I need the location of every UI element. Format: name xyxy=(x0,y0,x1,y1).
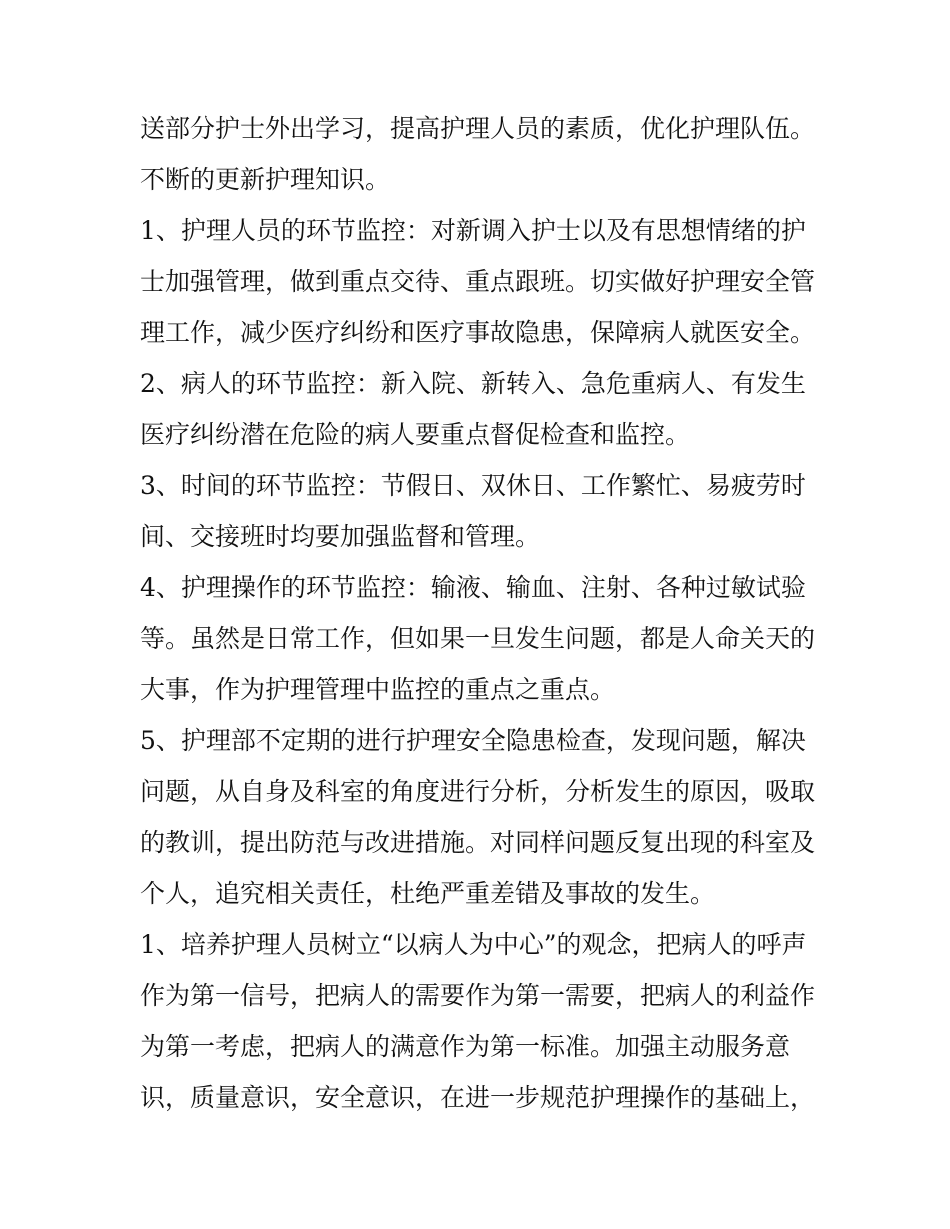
text-line: 理工作，减少医疗纠纷和医疗事故隐患，保障病人就医安全。 xyxy=(140,318,816,347)
text-line: 不断的更新护理知识。 xyxy=(140,165,391,194)
text-line: 的教训，提出防范与改进措施。对同样问题反复出现的科室及 xyxy=(140,828,816,857)
text-line: 送部分护士外出学习，提高护理人员的素质，优化护理队伍。 xyxy=(140,114,816,143)
text-line: 等。虽然是日常工作，但如果一旦发生问题，都是人命关天的 xyxy=(140,624,816,653)
text-line: 识，质量意识，安全意识，在进一步规范护理操作的基础上， xyxy=(140,1083,816,1112)
text-line: 个人，追究相关责任，杜绝严重差错及事故的发生。 xyxy=(140,879,716,908)
text-line: 2、病人的环节监控：新入院、新转入、急危重病人、有发生 xyxy=(140,369,806,398)
text-line: 1、培养护理人员树立“以病人为中心”的观念，把病人的呼声 xyxy=(140,930,807,959)
text-line: 医疗纠纷潜在危险的病人要重点督促检查和监控。 xyxy=(140,420,691,449)
text-line: 大事，作为护理管理中监控的重点之重点。 xyxy=(140,675,616,704)
text-line: 士加强管理，做到重点交待、重点跟班。切实做好护理安全管 xyxy=(140,267,816,296)
text-line: 作为第一信号，把病人的需要作为第一需要，把病人的利益作 xyxy=(140,981,816,1010)
text-line: 问题，从自身及科室的角度进行分析，分析发生的原因，吸取 xyxy=(140,777,816,806)
text-line: 3、时间的环节监控：节假日、双休日、工作繁忙、易疲劳时 xyxy=(140,471,806,500)
text-line: 间、交接班时均要加强监督和管理。 xyxy=(140,522,541,551)
text-line: 1、护理人员的环节监控：对新调入护士以及有思想情绪的护 xyxy=(140,216,806,245)
text-line: 为第一考虑，把病人的满意作为第一标准。加强主动服务意 xyxy=(140,1032,791,1061)
text-line: 4、护理操作的环节监控：输液、输血、注射、各种过敏试验 xyxy=(140,573,806,602)
text-line: 5、护理部不定期的进行护理安全隐患检查，发现问题，解决 xyxy=(140,726,806,755)
